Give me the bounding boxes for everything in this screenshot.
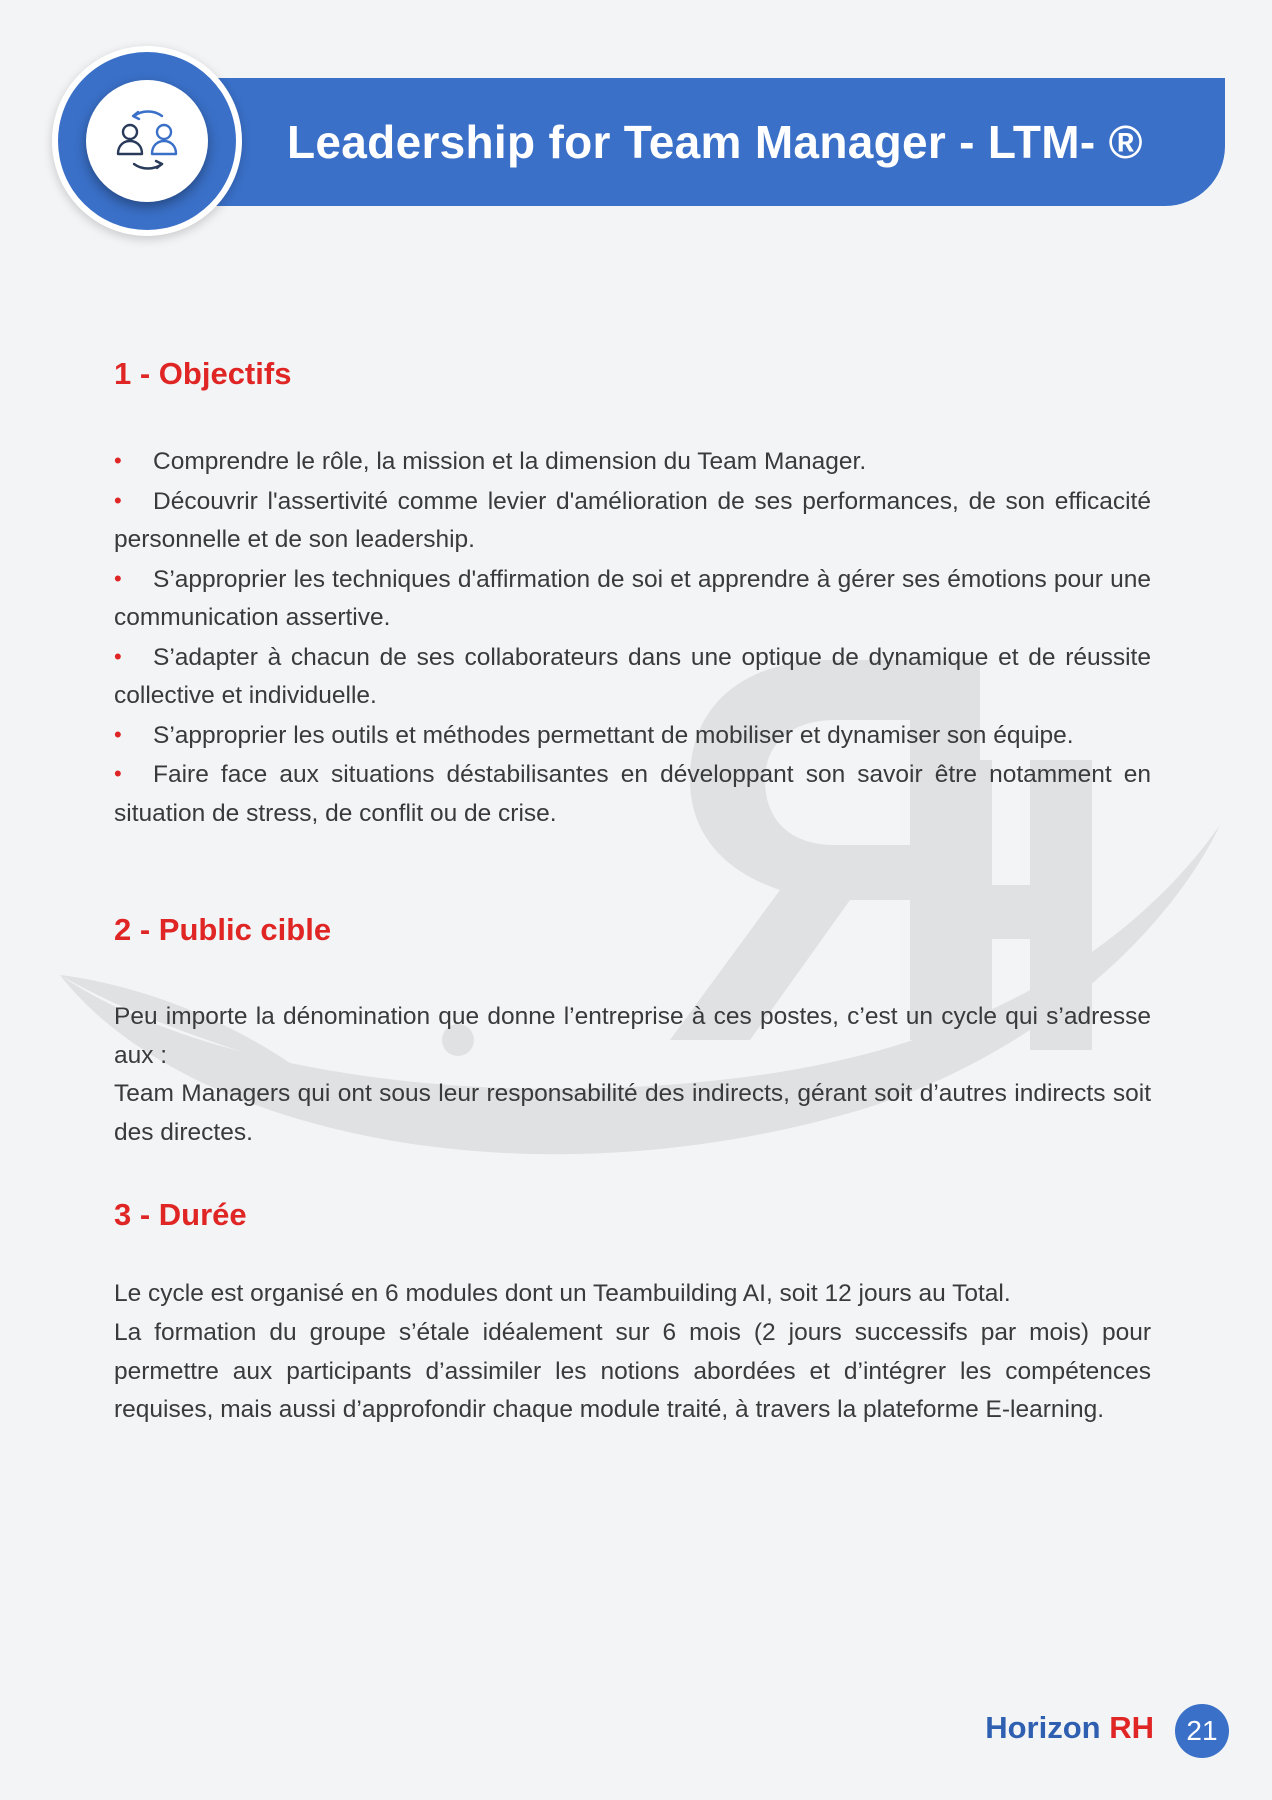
duree-paragraph-2: La formation du groupe s’étale idéalement sur 6 mois (2 jours successifs par mois) pour permettre aux participants d’assimiler les notions abordées et d’intégrer les compétences requises, mais aussi d’approfondir chaque module traité, à travers la plateforme E-learning.: [114, 1319, 1151, 1423]
page-title: Leadership for Team Manager - LTM- ®: [287, 116, 1143, 168]
list-item-text: S’adapter à chacun de ses collaborateurs dans une optique de dynamique et de réussite collective et individuelle.: [114, 643, 1151, 709]
list-item-text: S’approprier les techniques d'affirmation de soi et apprendre à gérer ses émotions pour une communication assertive.: [114, 565, 1151, 631]
bullet-icon: •: [114, 565, 122, 591]
brand-name: Horizon: [985, 1710, 1101, 1745]
list-item: [114, 482, 1151, 560]
list-item: [114, 442, 1151, 482]
page-number: 21: [1175, 1704, 1229, 1758]
list-item: [114, 716, 1151, 756]
bullet-icon: •: [114, 487, 122, 513]
team-exchange-icon: [108, 102, 186, 180]
list-item-text: Comprendre le rôle, la mission et la dimension du Team Manager.: [153, 448, 867, 475]
bullet-icon: •: [114, 721, 122, 747]
list-item: [114, 560, 1151, 638]
public-paragraph-1: Peu importe la dénomination que donne l’entreprise à ces postes, c’est un cycle qui s’adresse aux :: [114, 1003, 1151, 1069]
list-item-text: S’approprier les outils et méthodes permettant de mobiliser et dynamiser son équipe.: [153, 721, 1074, 749]
section-title-public-cible: 2 - Public cible: [114, 912, 332, 947]
duree-paragraph-1: Le cycle est organisé en 6 modules dont un Teambuilding AI, soit 12 jours au Total.: [114, 1280, 1011, 1307]
list-item: [114, 638, 1151, 716]
objectives-list: [114, 442, 1151, 833]
list-item-text: Découvrir l'assertivité comme levier d'amélioration de ses performances, de son efficacité personnelle et de son leadership.: [114, 487, 1151, 553]
bullet-icon: •: [114, 643, 122, 669]
header-badge-inner: [86, 80, 208, 202]
footer-brand: [985, 1710, 1154, 1746]
section-title-objectifs: 1 - Objectifs: [114, 356, 292, 391]
section-title-duree: 3 - Durée: [114, 1197, 247, 1232]
list-item: [114, 755, 1151, 833]
list-item-text: Faire face aux situations déstabilisantes en développant son savoir être notamment en situation de stress, de conflit ou de crise.: [114, 761, 1151, 827]
brand-suffix: RH: [1109, 1710, 1154, 1745]
bullet-icon: •: [114, 761, 122, 786]
bullet-icon: •: [114, 448, 122, 473]
header-badge-ring: [58, 52, 236, 230]
public-paragraph-2: Team Managers qui ont sous leur responsabilité des indirects, gérant soit d’autres indirects soit des directes.: [114, 1080, 1151, 1146]
